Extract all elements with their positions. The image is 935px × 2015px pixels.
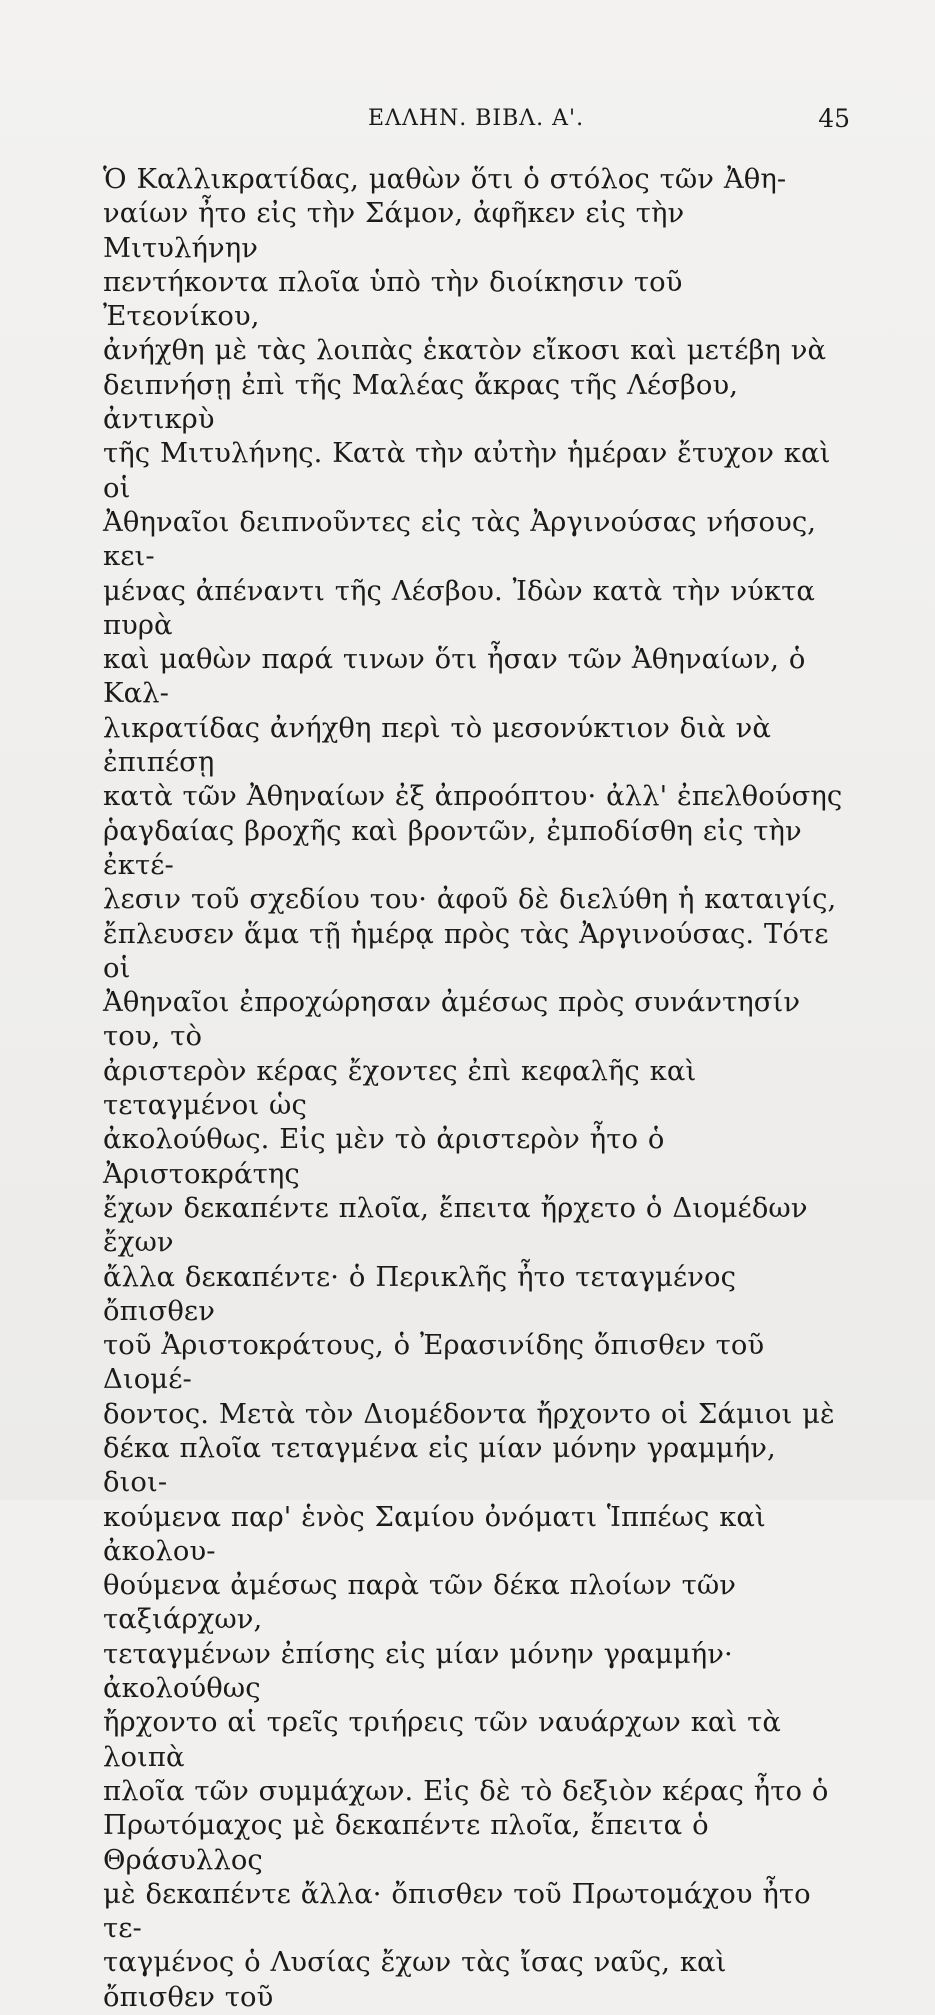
running-head [100,100,850,140]
body-text: Ὁ Καλλικρατίδας, μαθὼν ὅτι ὁ στόλος τῶν Ἀθη- ναίων ἦτο εἰς τὴν Σάμον, ἀφῆκεν εἰς τὴν Μιτυλήνην πεντήκοντα πλοῖα ὑπὸ τὴν διοίκησιν τοῦ Ἐτεονίκου, ἀνήχθη μὲ τὰς λοιπὰς ἑκατὸν εἴκοσι καὶ μετέβη νὰ δειπνήσῃ ἐπὶ τῆς Μαλέας ἄκρας τῆς Λέσβου, ἀντικρὺ τῆς Μιτυλήνης. Κατὰ τὴν αὐτὴν ἡμέραν ἔτυχον καὶ οἱ Ἀθηναῖοι δειπνοῦντες εἰς τὰς Ἀργινούσας νήσους, κει- μένας ἀπέναντι τῆς Λέσβου. Ἰδὼν κατὰ τὴν νύκτα πυρὰ καὶ μαθὼν παρά τινων ὅτι ἦσαν τῶν Ἀθηναίων, ὁ Καλ- λικρατίδας ἀνήχθη περὶ τὸ μεσονύκτιον διὰ νὰ ἐπιπέσῃ κατὰ τῶν Ἀθηναίων ἐξ ἀπροόπτου· ἀλλ' ἐπελθούσης ῥαγδαίας βροχῆς καὶ βροντῶν, ἐμποδίσθη εἰς τὴν ἐκτέ- λεσιν τοῦ σχεδίου του· ἀφοῦ δὲ διελύθη ἡ καταιγίς, ἔπλευσεν ἅμα τῇ ἡμέρᾳ πρὸς τὰς Ἀργινούσας. Τότε οἱ Ἀθηναῖοι ἐπροχώρησαν ἀμέσως πρὸς συνάντησίν του, τὸ ἀριστερὸν κέρας ἔχοντες ἐπὶ κεφαλῆς καὶ τεταγμένοι ὡς ἀκολούθως. Εἰς μὲν τὸ ἀριστερὸν ἦτο ὁ Ἀριστοκράτης ἔχων δεκαπέντε πλοῖα, ἔπειτα ἤρχετο ὁ Διομέδων ἔχων ἄλλα δεκαπέντε· ὁ Περικλῆς ἦτο τεταγμένος ὄπισθεν τοῦ Ἀριστοκράτους, ὁ Ἐρασινίδης ὄπισθεν τοῦ Διομέ- δοντος. Μετὰ τὸν Διομέδοντα ἤρχοντο οἱ Σάμιοι μὲ δέκα πλοῖα τεταγμένα εἰς μίαν μόνην γραμμήν, διοι- κούμενα παρ' ἑνὸς Σαμίου ὀνόματι Ἱππέως καὶ ἀκολου- θούμενα ἀμέσως παρὰ τῶν δέκα πλοίων τῶν ταξιάρχων, τεταγμένων ἐπίσης εἰς μίαν μόνην γραμμήν· ἀκολούθως ἤρχοντο αἱ τρεῖς τριήρεις τῶν ναυάρχων καὶ τὰ λοιπὰ πλοῖα τῶν συμμάχων. Εἰς δὲ τὸ δεξιὸν κέρας ἦτο ὁ Πρωτόμαχος μὲ δεκαπέντε πλοῖα, ἔπειτα ὁ Θράσυλλος μὲ δεκαπέντε ἄλλα· ὄπισθεν τοῦ Πρωτομάχου ἦτο τε- ταγμένος ὁ Λυσίας ἔχων τὰς ἴσας ναῦς, καὶ ὄπισθεν τοῦ [103,164,843,2013]
running-title: ΕΛΛΗΝ. ΒΙΒΛ. Α'. [368,106,585,131]
page-number: 45 [818,104,850,133]
